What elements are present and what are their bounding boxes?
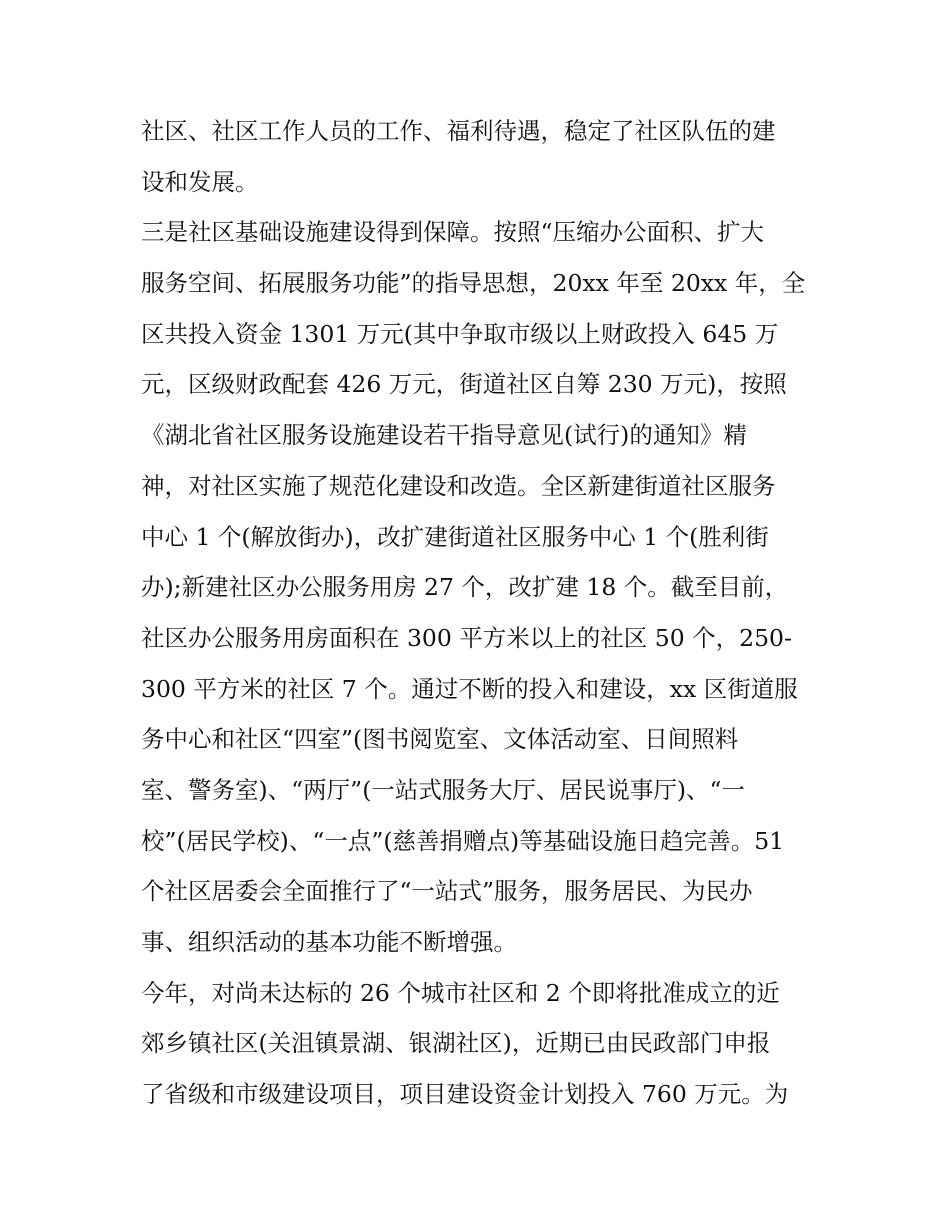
text-line: 事、组织活动的基本功能不断增强。 [141, 928, 517, 956]
text-line: 三是社区基础设施建设得到保障。按照“压缩办公面积、扩大 [141, 218, 765, 247]
text-line: 神，对社区实施了规范化建设和改造。全区新建街道社区服务 [141, 471, 776, 500]
text-line: 元，区级财政配套 426 万元，街道社区自筹 230 万元)，按照 [141, 370, 787, 399]
text-line: 社区、社区工作人员的工作、福利待遇，稳定了社区队伍的建 [141, 117, 776, 145]
text-line: 室、警务室)、“两厅”(一站式服务大厅、居民说事厅)、“一 [141, 775, 746, 804]
text-line: 郊乡镇社区(关沮镇景湖、银湖社区)，近期已由民政部门申报 [141, 1029, 771, 1058]
text-line: 300 平方米的社区 7 个。通过不断的投入和建设，xx 区街道服 [141, 674, 798, 703]
text-line: 设和发展。 [141, 167, 259, 196]
text-line: 了省级和市级建设项目，项目建设资金计划投入 760 万元。为 [141, 1080, 789, 1109]
text-line: 个社区居委会全面推行了“一站式”服务，服务居民、为民办 [141, 877, 753, 906]
text-line: 社区办公服务用房面积在 300 平方米以上的社区 50 个，250- [141, 623, 792, 652]
body-text [141, 106, 821, 1120]
text-line: 区共投入资金 1301 万元(其中争取市级以上财政投入 645 万 [141, 319, 779, 348]
text-line: 办);新建社区办公服务用房 27 个，改扩建 18 个。截至目前， [141, 573, 789, 602]
text-line: 中心 1 个(解放街办)，改扩建街道社区服务中心 1 个(胜利街 [141, 522, 769, 551]
text-line: 校”(居民学校)、“一点”(慈善捐赠点)等基础设施日趋完善。51 [141, 826, 785, 855]
text-line: 务中心和社区“四室”(图书阅览室、文体活动室、日间照料 [141, 725, 739, 754]
text-line: 服务空间、拓展服务功能”的指导思想，20xx 年至 20xx 年，全 [141, 269, 806, 298]
text-line: 《湖北省社区服务设施建设若干指导意见(试行)的通知》精 [141, 421, 747, 450]
text-line: 今年，对尚未达标的 26 个城市社区和 2 个即将批准成立的近 [141, 978, 780, 1007]
